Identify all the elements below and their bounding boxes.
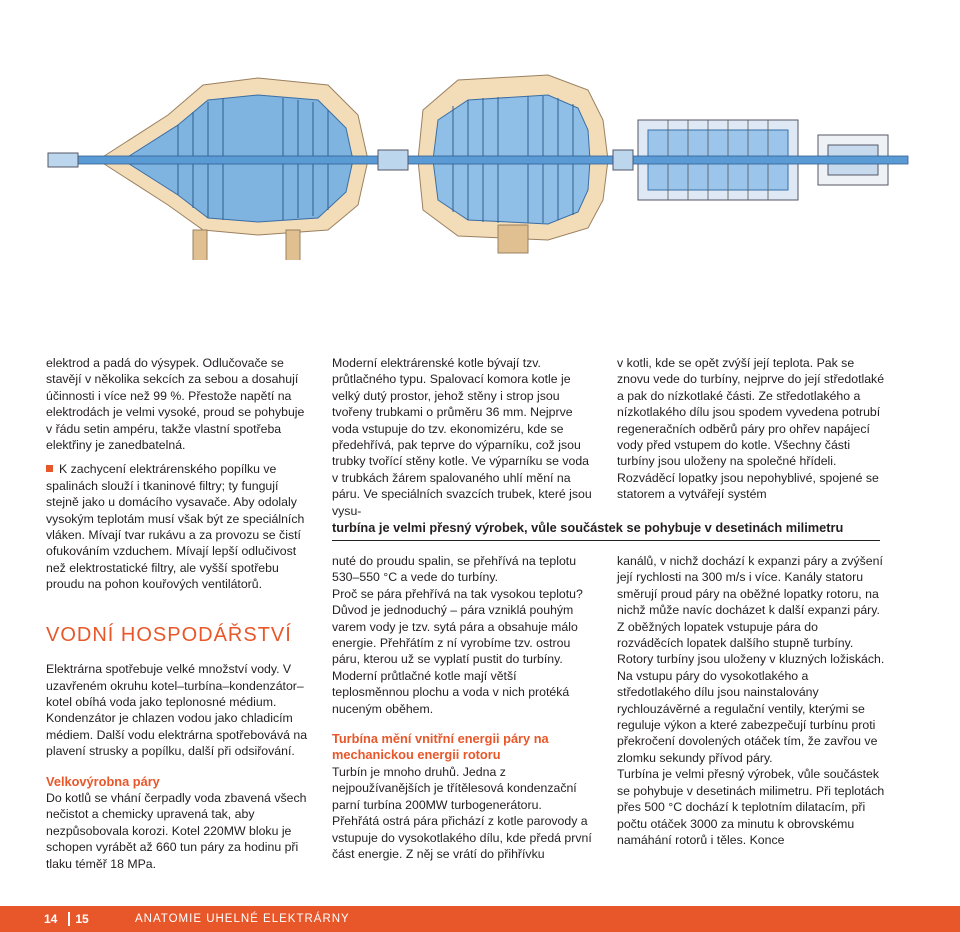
pull-quote: turbína je velmi přesný výrobek, vůle součástek se pohybuje v desetinách milimetru <box>332 520 880 541</box>
square-bullet-icon <box>46 465 53 472</box>
footer-title: ANATOMIE UHELNÉ ELEKTRÁRNY <box>135 913 350 925</box>
paragraph: Přehřátá ostrá pára přichází z kotle parovody a vstupuje do vysokotlakého dílu, kde předá první část energie. Z něj se vrátí do přihřívku <box>332 814 592 861</box>
turbine-shaft <box>48 156 908 164</box>
paragraph: Proč se pára přehřívá na tak vysokou teplotu? Důvod je jednoduchý – pára vzniklá pouhým varem vody je tzv. sytá pára a obsahuje málo energie. Přehřátím z ní vyrobíme tzv. ostrou páru, kterou už se vyplatí pustit do turbíny. Moderní průtlačné kotle mají větší teplosměnnou plochu a voda v nich protéká nuceným oběhem. <box>332 586 583 716</box>
paragraph: Do kotlů se vhání čerpadly voda zbavená všech nečistot a chemicky upravená tak, aby nezpůsobovala korozi. Kotel 220MW bloku je schopen vyrábět až 660 tun páry za hodinu při tlaku téměř 18 MPa. <box>46 790 307 871</box>
paragraph: Na vstupu páry do vysokotlakého a středotlakého dílu jsou nainstalovány rychlouzávěrné a regulační ventily, kterými se reguluje výkon a které zabezpečují turbínu proti překročení dovolených otáček tím, že zavřou ve zlomku sekundy přívod páry. <box>617 668 878 765</box>
paragraph: v kotli, kde se opět zvýší její teplota. Pak se znovu vede do turbíny, nejprve do její středotlaké a pak do nízkotlaké části. Ze středotlakého a nízkotlakého dílu jsou spodem vyvedena potrubí regeneračních odběrů páry pro ohřev napájecí vody před vstupem do kotle. Všechny části turbíny jsou uloženy na společné hřídeli. Rozváděcí lopatky jsou nepohyblivé, spojené se statorem a vytvářejí systém <box>617 356 885 502</box>
section-title: VODNÍ HOSPODÁŘSTVÍ <box>46 623 292 646</box>
paragraph: elektrod a padá do výsypek. Odlučovače se stavějí v několika sekcích za sebou a dosahují účinnosti i více než 99 %. Přestože napětí na elektrodách je velmi vysoké, proud se pohybuje v řádu setin ampéru, takže vlastní spotřeba elektřiny je zanedbatelná. <box>46 356 305 453</box>
turbine-hp-ip-section <box>98 78 368 260</box>
paragraph: Moderní elektrárenské kotle bývají tzv. průtlačného typu. Spalovací komora kotle je velký dutý prostor, jehož stěny i strop jsou tvořeny trubkami o průměru 36 mm. Nejprve voda vstupuje do tzv. ekonomizéru, kde se předehřívá, pak teprve do výparníku, což jsou trubky tvořící stěny kotle. Ve výparníku se voda v trubkách žárem spalovaného uhlí mění na páru. Ve speciálních svazcích trubek, které jsou vysu- <box>332 356 592 518</box>
text-column-middle-bottom <box>332 553 594 862</box>
paragraph: Turbín je mnoho druhů. Jedna z nejpoužívanějších je třítělesová kondenzační parní turbína 200MW turbogenerátoru. <box>332 764 577 812</box>
subheading: Turbína mění vnitřní energii páry na mechanickou energii rotoru <box>332 731 549 763</box>
paragraph: kanálů, v nichž dochází k expanzi páry a zvýšení její rychlosti na 300 m/s i více. Kanály statoru směrují proud páry na oběžné lopatky rotoru, na nichž může navíc docházet k další expanzi páry. Z oběžných lopatek vstupuje pára do rozváděcích lopatek dalšího stupně turbíny. Rotory turbíny jsou uloženy v kluzných ložiskách. <box>617 554 885 667</box>
text-column-left <box>46 355 308 872</box>
subheading: Velkovýrobna páry <box>46 773 160 789</box>
turbine-cross-section-drawing <box>28 40 928 260</box>
paragraph: nuté do proudu spalin, se přehřívá na teplotu 530–550 °C a vede do turbíny. <box>332 554 577 585</box>
page-footer <box>0 906 960 932</box>
bulleted-paragraph: K zachycení elektrárenského popílku ve spalinách slouží i tkaninové filtry; ty fungují stejně jako u domácího vysavače. Aby odolaly vysokým teplotám musí však být ze speciálních vláken. Mívají tvar rukávu a za provozu se čistí ofukováním vzduchem. Mívají lepší odlučivost než elektrostatické filtry, ale vyšší spotřebu proudu na pohon kouřových ventilátorů. <box>46 462 305 592</box>
text-column-right-top <box>617 355 885 503</box>
paragraph: Turbína je velmi přesný výrobek, vůle součástek se pohybuje v desetinách milimetru. Při teplotách přes 500 °C dochází k teplotním dilatacím, při počtu otáček 3000 za minutu k obrovskému namáhání rotorů i těles. Konce <box>617 767 885 847</box>
paragraph: Elektrárna spotřebuje velké množství vody. V uzavřeném okruhu kotel–turbína–kondenzátor–kotel obíhá voda jako teplonosné médium. Kondenzátor je chlazen vodou jako chladicím médiem. Další vodu elektrárna spotřebovává na plavení strusky a popílku, další při odsiřování. <box>46 662 308 759</box>
text-column-right-bottom <box>617 553 885 848</box>
page-numbers: 14 15 <box>44 912 89 926</box>
page-number-divider <box>68 912 70 926</box>
text-column-middle-top <box>332 355 594 519</box>
